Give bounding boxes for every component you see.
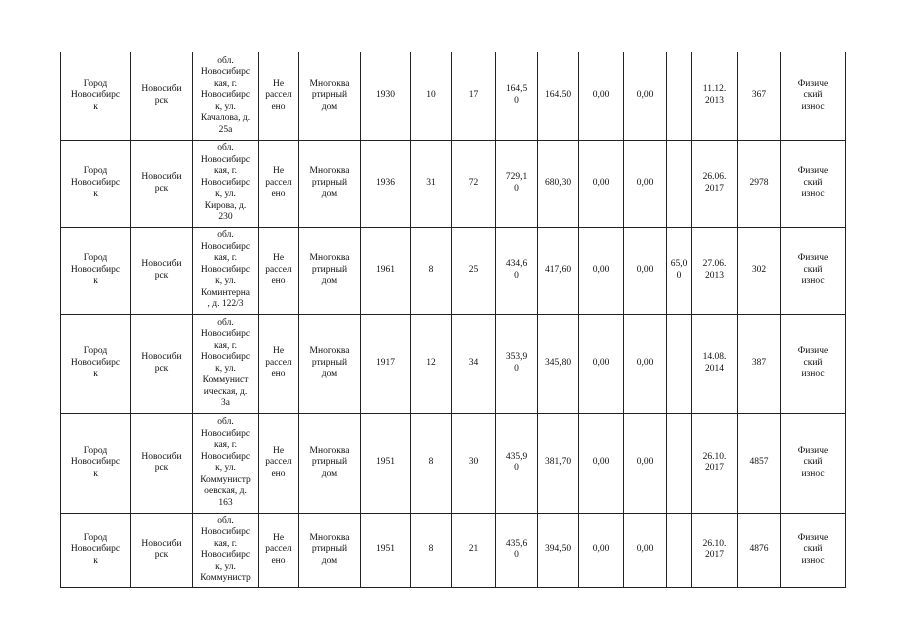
living-area-cell: 680,30: [538, 140, 579, 227]
date-cell: 26.10. 2017: [692, 413, 738, 513]
table-row: [61, 314, 846, 413]
city-cell: Город Новосибирс к: [61, 513, 131, 587]
area-c-cell: [667, 314, 692, 413]
table-row: [61, 227, 846, 314]
doc-number-cell: 4876: [738, 513, 781, 587]
total-area-cell: 729,1 0: [496, 140, 538, 227]
apartments-cell: 34: [452, 314, 496, 413]
building-type-cell: Многоква ртирный дом: [299, 314, 361, 413]
year-cell: 1951: [361, 513, 411, 587]
status-cell: Не рассел ено: [259, 140, 299, 227]
reason-cell: Физиче ский износ: [781, 513, 846, 587]
living-area-cell: 164.50: [538, 52, 579, 140]
residents-cell: 31: [411, 140, 452, 227]
building-type-cell: Многоква ртирный дом: [299, 413, 361, 513]
address-cell: обл. Новосибирс кая, г. Новосибирс к, ул. Кирова, д. 230: [193, 140, 259, 227]
table-row: [61, 52, 846, 140]
year-cell: 1930: [361, 52, 411, 140]
building-type-cell: Многоква ртирный дом: [299, 513, 361, 587]
date-cell: 26.10. 2017: [692, 513, 738, 587]
status-cell: Не рассел ено: [259, 227, 299, 314]
address-cell: обл. Новосибирс кая, г. Новосибирс к, ул. Коминтерна , д. 122/3: [193, 227, 259, 314]
district-cell: Новосиби рск: [131, 413, 193, 513]
city-cell: Город Новосибирс к: [61, 52, 131, 140]
doc-number-cell: 302: [738, 227, 781, 314]
district-cell: Новосиби рск: [131, 52, 193, 140]
status-cell: Не рассел ено: [259, 413, 299, 513]
reason-cell: Физиче ский износ: [781, 52, 846, 140]
residents-cell: 8: [411, 413, 452, 513]
status-cell: Не рассел ено: [259, 513, 299, 587]
reason-cell: Физиче ский износ: [781, 140, 846, 227]
city-cell: Город Новосибирс к: [61, 413, 131, 513]
address-cell: обл. Новосибирс кая, г. Новосибирс к, ул. Коммунистр оевская, д. 163: [193, 413, 259, 513]
area-b-cell: 0,00: [624, 52, 667, 140]
residents-cell: 12: [411, 314, 452, 413]
living-area-cell: 381,70: [538, 413, 579, 513]
building-type-cell: Многоква ртирный дом: [299, 227, 361, 314]
residents-cell: 10: [411, 52, 452, 140]
date-cell: 14.08. 2014: [692, 314, 738, 413]
district-cell: Новосиби рск: [131, 513, 193, 587]
date-cell: 11.12. 2013: [692, 52, 738, 140]
area-c-cell: [667, 52, 692, 140]
building-type-cell: Многоква ртирный дом: [299, 140, 361, 227]
status-cell: Не рассел ено: [259, 52, 299, 140]
building-type-cell: Многоква ртирный дом: [299, 52, 361, 140]
area-c-cell: [667, 513, 692, 587]
area-b-cell: 0,00: [624, 140, 667, 227]
document-page: [60, 52, 845, 587]
area-a-cell: 0,00: [579, 513, 624, 587]
area-a-cell: 0,00: [579, 227, 624, 314]
year-cell: 1917: [361, 314, 411, 413]
area-a-cell: 0,00: [579, 140, 624, 227]
doc-number-cell: 367: [738, 52, 781, 140]
area-b-cell: 0,00: [624, 513, 667, 587]
total-area-cell: 164,5 0: [496, 52, 538, 140]
apartments-cell: 30: [452, 413, 496, 513]
apartments-cell: 25: [452, 227, 496, 314]
table-row: [61, 413, 846, 513]
area-c-cell: [667, 413, 692, 513]
year-cell: 1936: [361, 140, 411, 227]
table-row: [61, 140, 846, 227]
apartments-cell: 17: [452, 52, 496, 140]
doc-number-cell: 4857: [738, 413, 781, 513]
area-a-cell: 0,00: [579, 413, 624, 513]
address-cell: обл. Новосибирс кая, г. Новосибирс к, ул. Коммунист ическая, д. 3а: [193, 314, 259, 413]
area-c-cell: 65,0 0: [667, 227, 692, 314]
reason-cell: Физиче ский износ: [781, 413, 846, 513]
living-area-cell: 417,60: [538, 227, 579, 314]
area-b-cell: 0,00: [624, 227, 667, 314]
city-cell: Город Новосибирс к: [61, 140, 131, 227]
living-area-cell: 345,80: [538, 314, 579, 413]
status-cell: Не рассел ено: [259, 314, 299, 413]
date-cell: 27.06. 2013: [692, 227, 738, 314]
reason-cell: Физиче ский износ: [781, 227, 846, 314]
city-cell: Город Новосибирс к: [61, 227, 131, 314]
table-row: [61, 513, 846, 587]
area-b-cell: 0,00: [624, 413, 667, 513]
area-a-cell: 0,00: [579, 314, 624, 413]
living-area-cell: 394,50: [538, 513, 579, 587]
date-cell: 26.06. 2017: [692, 140, 738, 227]
year-cell: 1961: [361, 227, 411, 314]
total-area-cell: 353,9 0: [496, 314, 538, 413]
area-a-cell: 0,00: [579, 52, 624, 140]
address-cell: обл. Новосибирс кая, г. Новосибирс к, ул. Качалова, д. 25а: [193, 52, 259, 140]
district-cell: Новосиби рск: [131, 227, 193, 314]
reason-cell: Физиче ский износ: [781, 314, 846, 413]
district-cell: Новосиби рск: [131, 314, 193, 413]
total-area-cell: 434,6 0: [496, 227, 538, 314]
area-b-cell: 0,00: [624, 314, 667, 413]
housing-table: [60, 52, 846, 588]
address-cell: обл. Новосибирс кая, г. Новосибирс к, ул. Коммунистр: [193, 513, 259, 587]
city-cell: Город Новосибирс к: [61, 314, 131, 413]
total-area-cell: 435,9 0: [496, 413, 538, 513]
residents-cell: 8: [411, 513, 452, 587]
doc-number-cell: 2978: [738, 140, 781, 227]
district-cell: Новосиби рск: [131, 140, 193, 227]
year-cell: 1951: [361, 413, 411, 513]
apartments-cell: 21: [452, 513, 496, 587]
area-c-cell: [667, 140, 692, 227]
apartments-cell: 72: [452, 140, 496, 227]
doc-number-cell: 387: [738, 314, 781, 413]
total-area-cell: 435,6 0: [496, 513, 538, 587]
residents-cell: 8: [411, 227, 452, 314]
